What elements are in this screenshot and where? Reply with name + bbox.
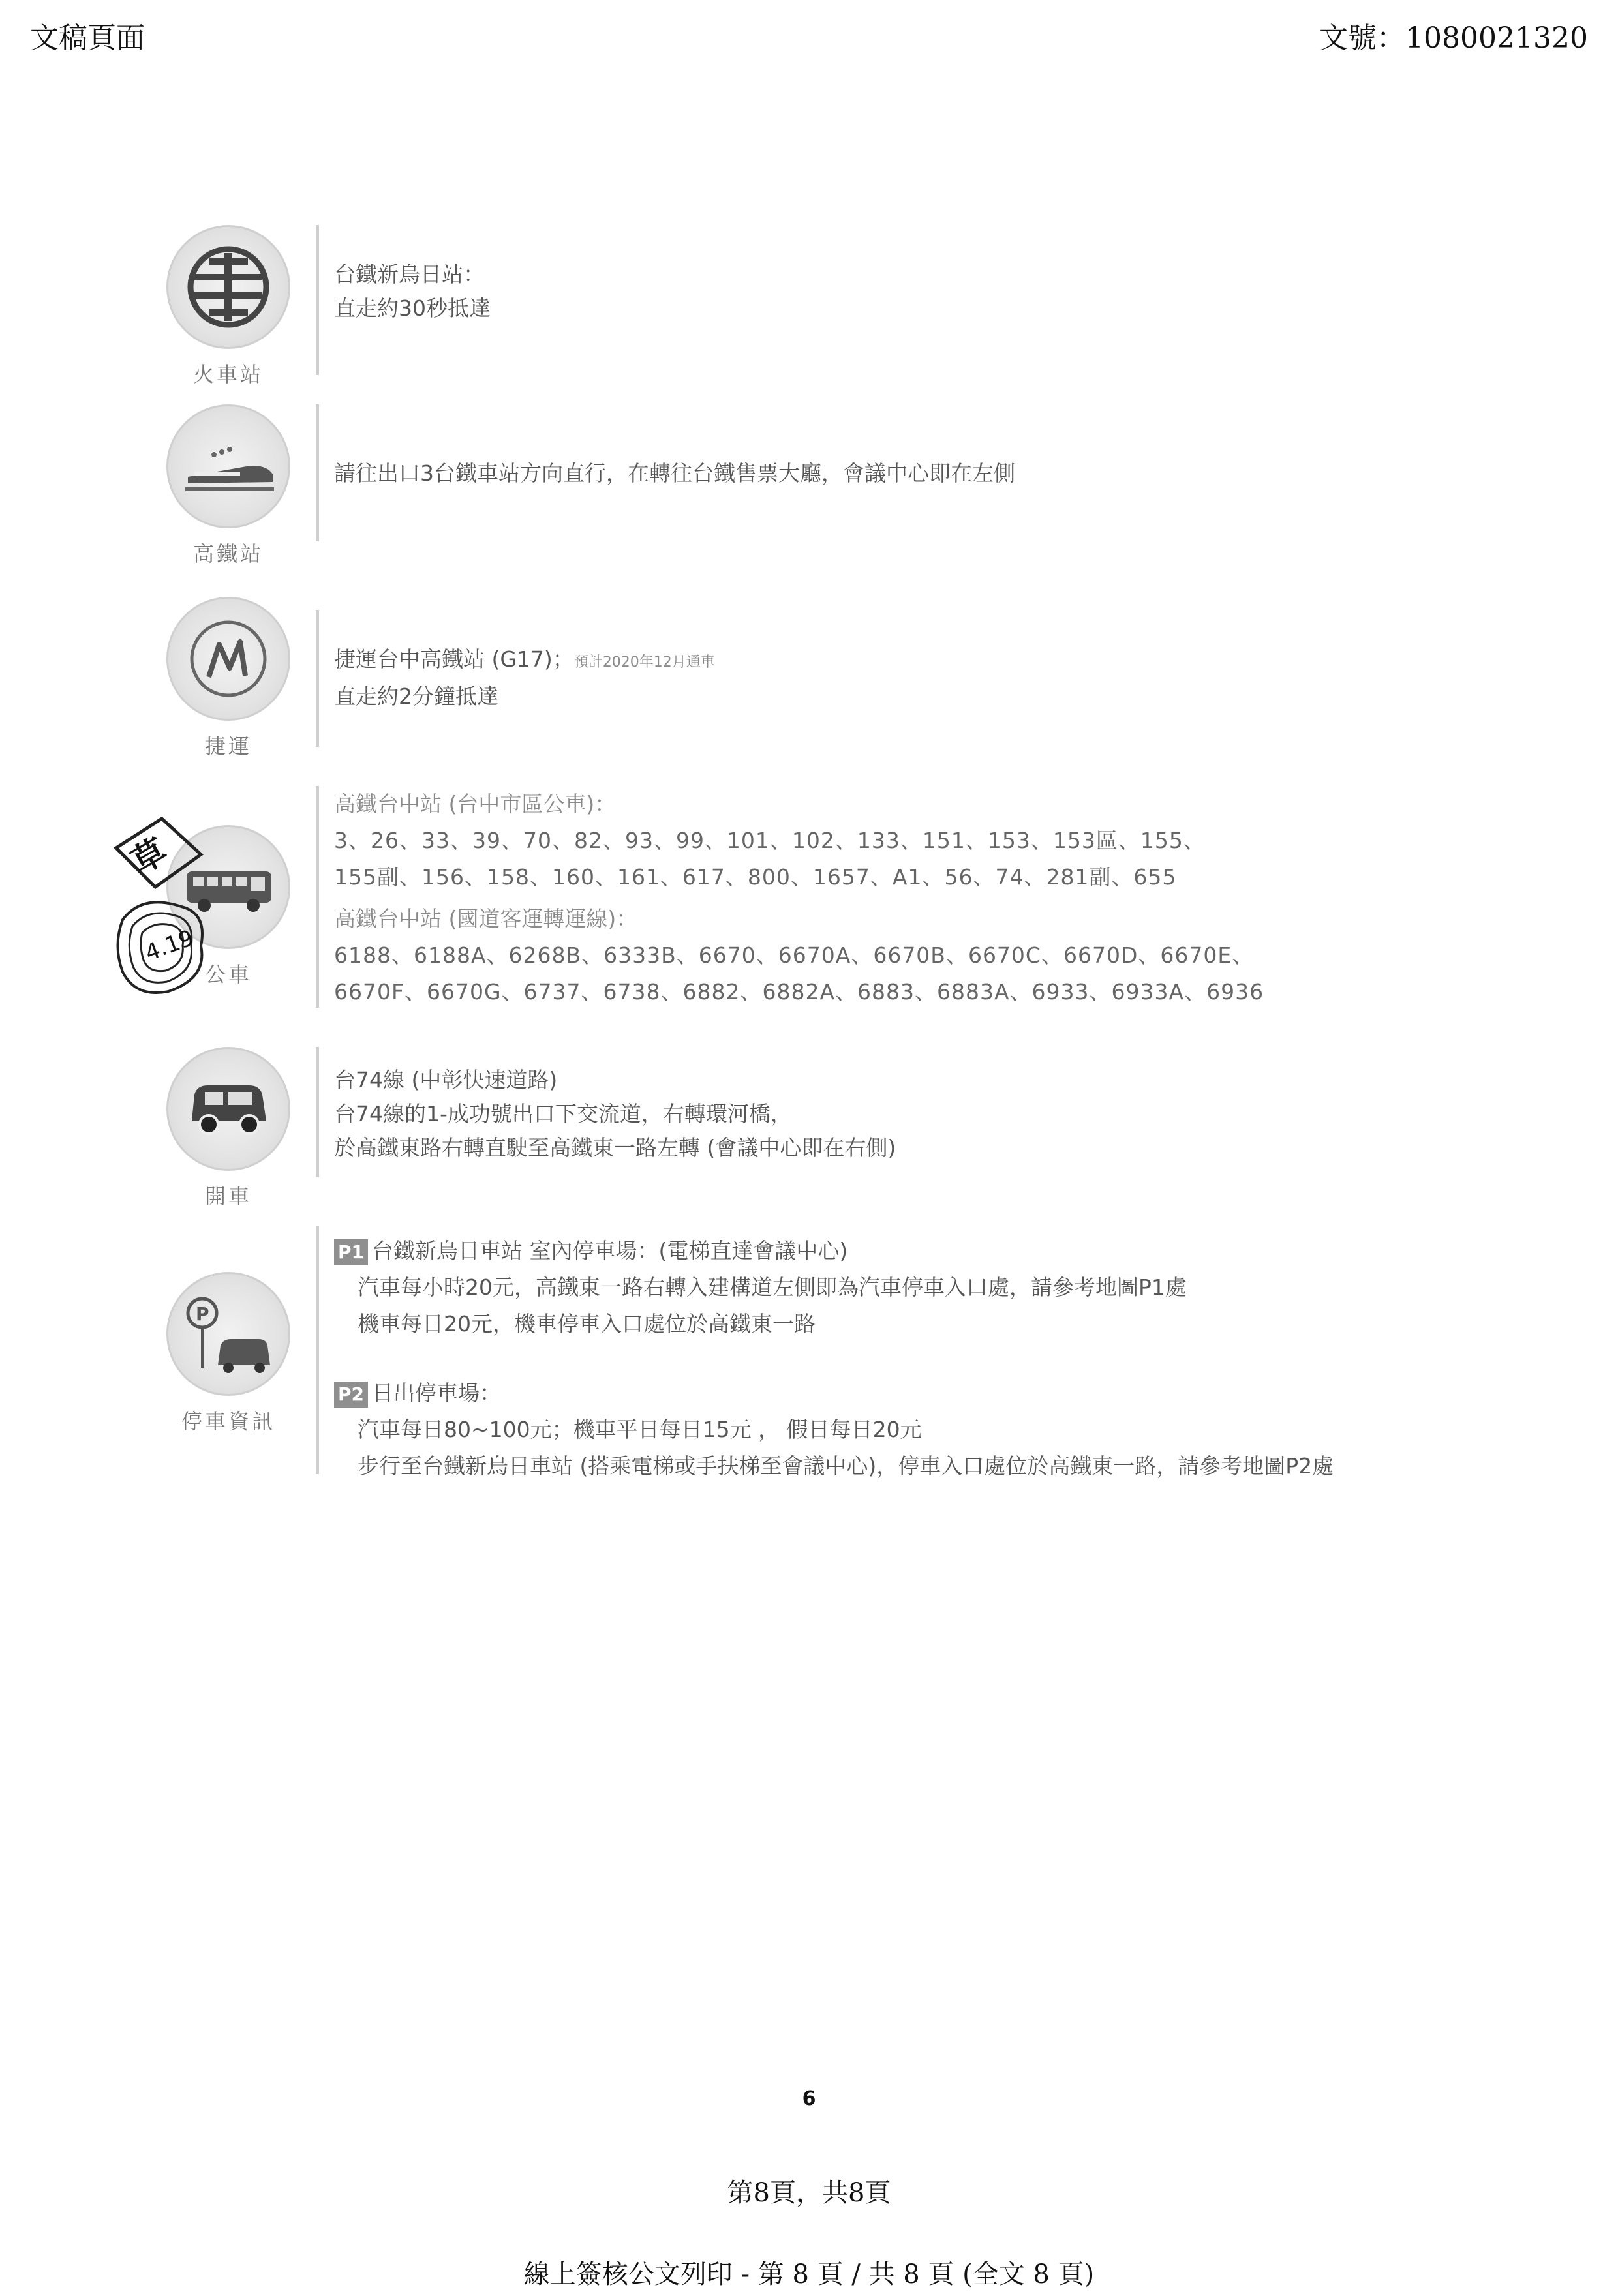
bus-route-line: 6670F、6670G、6737、6738、6882、6882A、6883、6883A、6933、6933A、6936	[334, 979, 1264, 1004]
car-icon	[166, 1047, 290, 1171]
parking-icon-group	[166, 1272, 290, 1435]
bus-group2-title: 高鐵台中站 (國道客運轉運線)：	[334, 906, 638, 931]
car-line: 於高鐵東路右轉直駛至高鐵東一路左轉 (會議中心即在右側)	[334, 1135, 896, 1160]
parking-p1-title	[334, 1233, 1334, 1269]
p2-title-text: 日出停車場：	[372, 1380, 502, 1406]
train-line: 台鐵新烏日站：	[334, 262, 485, 287]
train-icon	[166, 225, 290, 349]
p1-badge: P1	[334, 1239, 368, 1265]
metro-icon	[166, 597, 290, 721]
metro-label: 捷運	[204, 734, 252, 759]
metro-text	[334, 642, 715, 714]
train-icon-group	[166, 225, 290, 388]
parking-text	[334, 1233, 1334, 1485]
divider	[316, 1047, 319, 1177]
hsr-icon-group	[166, 404, 290, 567]
bus-route-line: 155副、156、158、160、161、617、800、1657、A1、56、74、281副、655	[334, 864, 1177, 890]
stamp-char: 草	[125, 831, 174, 883]
bus-route-line: 3、26、33、39、70、82、93、99、101、102、133、151、153、153區、155、	[334, 828, 1206, 853]
p2-badge: P2	[334, 1382, 368, 1408]
car-line: 台74線的1-成功號出口下交流道，右轉環河橋，	[334, 1101, 792, 1126]
metro-line-1	[334, 642, 715, 680]
metro-station: 捷運台中高鐵站 (G17)；	[334, 646, 574, 672]
svg-text:P: P	[196, 1303, 209, 1325]
divider	[316, 1226, 319, 1474]
parking-p1-line: 汽車每小時20元，高鐵東一路右轉入建構道左側即為汽車停車入口處，請參考地圖P1處	[358, 1275, 1187, 1300]
car-icon-group	[166, 1047, 290, 1210]
divider	[316, 225, 319, 375]
parking-label: 停車資訊	[181, 1409, 275, 1434]
page-count: 第8頁，共8頁	[727, 2178, 891, 2208]
train-text	[334, 258, 491, 325]
hsr-line: 請往出口3台鐵車站方向直行，在轉往台鐵售票大廳，會議中心即在左側	[334, 461, 1015, 486]
divider	[316, 610, 319, 747]
parking-icon	[166, 1272, 290, 1396]
high-speed-rail-icon	[166, 404, 290, 528]
p1-title-text: 台鐵新烏日車站 室內停車場：(電梯直達會議中心)	[372, 1238, 848, 1263]
document-number: 文號：1080021320	[1319, 22, 1588, 55]
parking-p2-line: 汽車每日80~100元；機車平日每日15元 ， 假日每日20元	[358, 1417, 922, 1442]
parking-p2-title	[334, 1375, 1334, 1412]
divider	[316, 786, 319, 1008]
parking-p2-line: 步行至台鐵新烏日車站 (搭乘電梯或手扶梯至會議中心)，停車入口處位於高鐵東一路，請參考地圖P2處	[358, 1453, 1334, 1479]
car-text	[334, 1063, 896, 1165]
hsr-label: 高鐵站	[192, 541, 264, 566]
train-label: 火車站	[192, 362, 264, 387]
print-footer: 線上簽核公文列印 - 第 8 頁 / 共 8 頁 (全文 8 頁)	[523, 2259, 1095, 2289]
bus-group1-title: 高鐵台中站 (台中市區公車)：	[334, 791, 617, 817]
page-number: 6	[802, 2087, 816, 2110]
car-line: 台74線 (中彰快速道路)	[334, 1067, 558, 1093]
car-label: 開車	[204, 1184, 252, 1209]
approval-stamp	[110, 815, 247, 1011]
metro-line-2: 直走約2分鐘抵達	[334, 684, 498, 709]
metro-note: 預計2020年12月通車	[573, 654, 715, 671]
document-type: 文稿頁面	[30, 22, 145, 55]
parking-p1-line: 機車每日20元，機車停車入口處位於高鐵東一路	[358, 1311, 816, 1337]
bus-label: 公車	[204, 962, 252, 987]
metro-icon-group	[166, 597, 290, 760]
train-line: 直走約30秒抵達	[334, 295, 491, 321]
bus-text	[334, 786, 1264, 1010]
bus-route-line: 6188、6188A、6268B、6333B、6670、6670A、6670B、6670C、6670D、6670E、	[334, 943, 1255, 968]
stamp-number: 4.19	[142, 924, 198, 967]
hsr-text	[334, 457, 1015, 491]
divider	[316, 404, 319, 541]
